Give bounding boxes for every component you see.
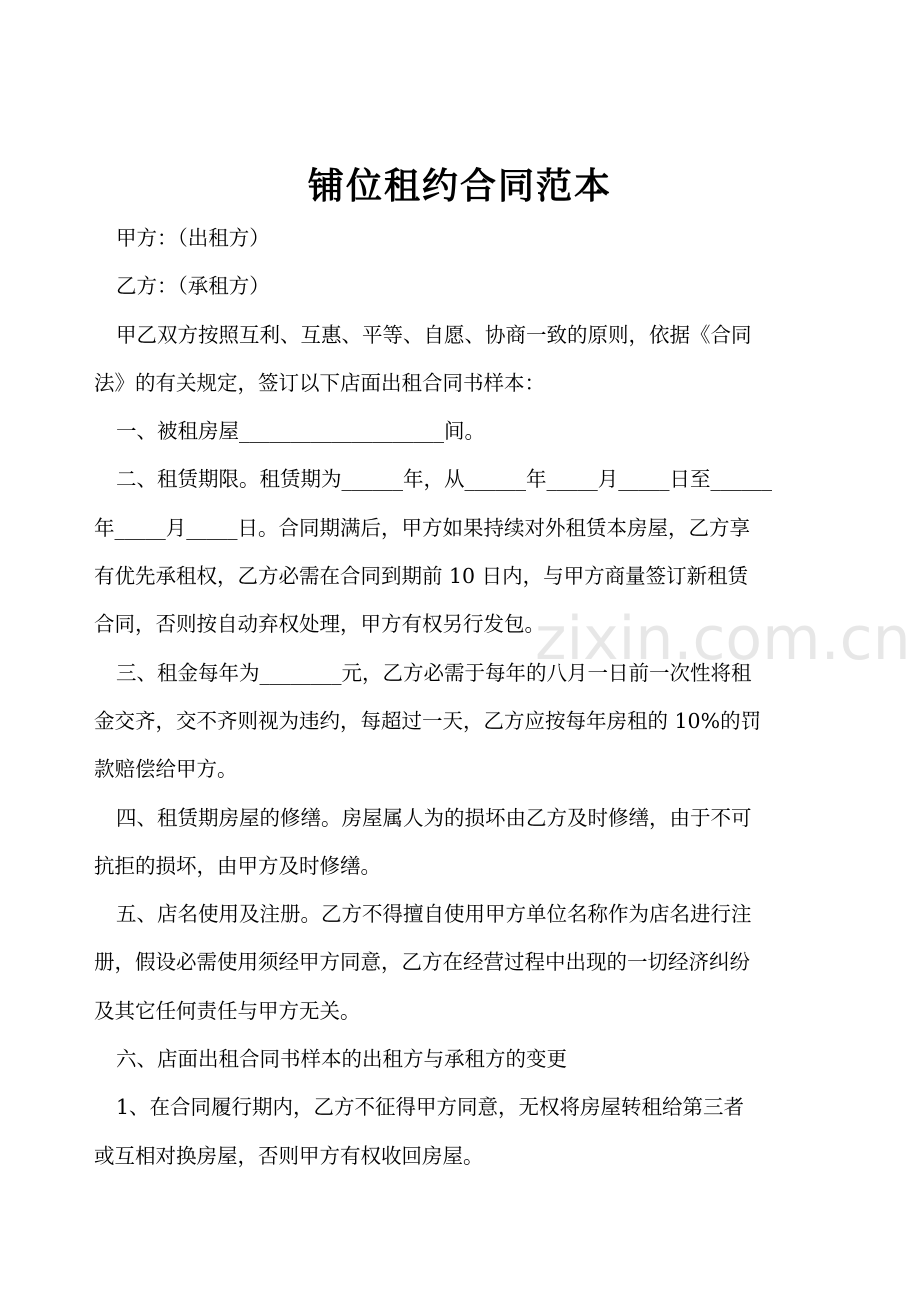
clause-3-line: 款赔偿给甲方。 bbox=[94, 757, 238, 782]
clause-2-line: 有优先承租权，乙方必需在合同到期前 10 日内，与甲方商量签订新租赁 bbox=[94, 564, 749, 589]
clause-6-item-1-line: 或互相对换房屋，否则甲方有权收回房屋。 bbox=[94, 1143, 484, 1168]
clause-4-line: 四、租赁期房屋的修缮。房屋属人为的损坏由乙方及时修缮，由于不可 bbox=[116, 805, 752, 830]
clause-5-line: 五、店名使用及注册。乙方不得擅自使用甲方单位名称作为店名进行注 bbox=[116, 902, 752, 927]
document-title: 铺位租约合同范本 bbox=[307, 165, 612, 207]
party-a-line: 甲方：（出租方） bbox=[116, 226, 270, 250]
intro-line: 法》的有关规定，签订以下店面出租合同书样本： bbox=[94, 370, 545, 395]
clause-5-line: 册，假设必需使用须经甲方同意，乙方在经营过程中出现的一切经济纠纷 bbox=[94, 950, 750, 975]
party-b-line: 乙方：（承租方） bbox=[116, 274, 270, 299]
watermark: zixin.com.cn bbox=[535, 604, 911, 674]
clause-3-line: 三、租金每年为________元，乙方必需于每年的八月一日前一次性将租 bbox=[116, 660, 752, 685]
clause-2-line: 二、租赁期限。租赁期为______年，从______年_____月_____日至______ bbox=[116, 467, 772, 492]
clause-4-line: 抗拒的损坏，由甲方及时修缮。 bbox=[94, 853, 381, 878]
clause-6-heading: 六、店面出租合同书样本的出租方与承租方的变更 bbox=[116, 1047, 567, 1072]
clause-6-item-1-line: 1、在合同履行期内，乙方不征得甲方同意，无权将房屋转租给第三者 bbox=[116, 1095, 745, 1120]
intro-line: 甲乙双方按照互利、互惠、平等、自愿、协商一致的原则，依据《合同 bbox=[116, 322, 752, 347]
clause-3-line: 金交齐，交不齐则视为违约，每超过一天，乙方应按每年房租的 10%的罚 bbox=[94, 708, 762, 733]
clause-5-line: 及其它任何责任与甲方无关。 bbox=[94, 998, 361, 1023]
clause-2-line: 合同，否则按自动弃权处理，甲方有权另行发包。 bbox=[94, 612, 545, 637]
document-body bbox=[94, 214, 830, 1180]
clause-2-line: 年_____月_____日。合同期满后，甲方如果持续对外租赁本房屋，乙方享 bbox=[94, 515, 750, 540]
clause-1-line: 一、被租房屋____________________间。 bbox=[116, 419, 485, 444]
